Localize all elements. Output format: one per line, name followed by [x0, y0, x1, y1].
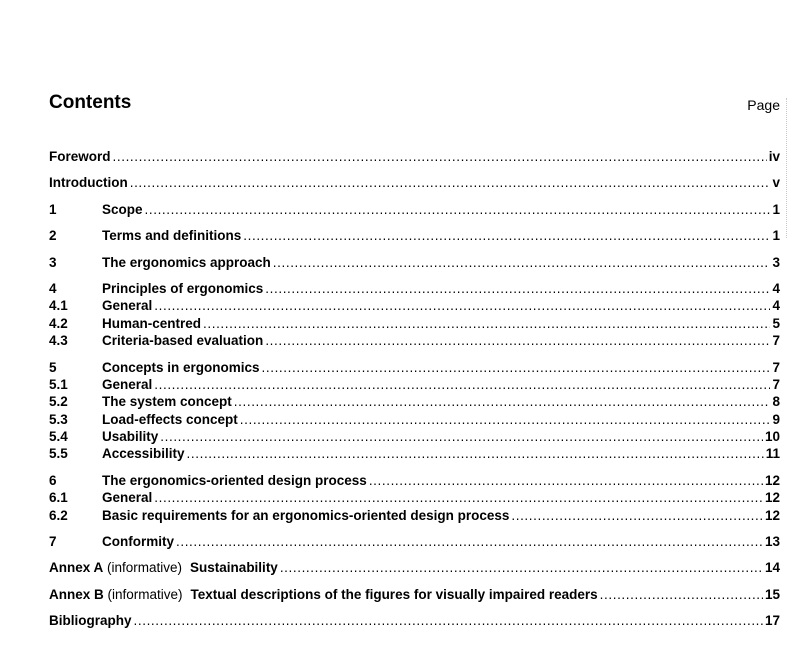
- toc-entry[interactable]: [49, 428, 780, 445]
- dot-leader: [240, 411, 771, 428]
- table-of-contents: [49, 148, 780, 630]
- page-number: 12: [764, 507, 780, 523]
- section-title[interactable]: Basic requirements for an ergonomics-oriented design process: [102, 507, 510, 523]
- toc-entry[interactable]: [49, 507, 780, 524]
- section-title[interactable]: Foreword: [49, 148, 111, 164]
- section-title[interactable]: Accessibility: [102, 446, 185, 462]
- section-number: 6.2: [49, 507, 68, 523]
- section-title[interactable]: The system concept: [102, 394, 232, 410]
- dot-leader: [280, 559, 763, 576]
- page-number: 7: [772, 333, 780, 349]
- annex-title[interactable]: Sustainability: [190, 560, 278, 576]
- dot-leader: [176, 533, 763, 550]
- dot-leader: [234, 393, 771, 410]
- page-title: Contents: [49, 92, 132, 113]
- section-title[interactable]: Scope: [102, 201, 143, 217]
- section-title[interactable]: General: [102, 298, 153, 314]
- page-number: 4: [772, 280, 780, 296]
- annex-note: (informative): [107, 560, 183, 576]
- dot-leader: [369, 472, 763, 489]
- page-number: 7: [772, 359, 780, 375]
- toc-entry[interactable]: [49, 315, 780, 332]
- dot-leader: [265, 280, 770, 297]
- page-number: v: [772, 175, 780, 191]
- section-title[interactable]: Load-effects concept: [102, 411, 238, 427]
- dot-leader: [145, 201, 771, 218]
- section-title[interactable]: Conformity: [102, 534, 174, 550]
- toc-entry[interactable]: [49, 174, 780, 191]
- bibliography-title[interactable]: Bibliography: [49, 613, 132, 629]
- dot-leader: [262, 359, 771, 376]
- page-number: 14: [764, 560, 780, 576]
- section-number: 5.4: [49, 429, 68, 445]
- page-number: 5: [772, 315, 780, 331]
- section-title[interactable]: Concepts in ergonomics: [102, 359, 260, 375]
- dot-leader: [134, 612, 763, 629]
- section-number: 4.3: [49, 333, 68, 349]
- annex-entry[interactable]: [49, 586, 780, 603]
- toc-entry[interactable]: [49, 445, 780, 462]
- annex-note: (informative): [107, 586, 183, 602]
- section-number: 6: [49, 472, 57, 488]
- section-number: 6.1: [49, 490, 68, 506]
- page-number: 9: [772, 411, 780, 427]
- dot-leader: [160, 428, 763, 445]
- section-number: 5.1: [49, 376, 68, 392]
- toc-entry[interactable]: [49, 227, 780, 244]
- dot-leader: [154, 297, 770, 314]
- page-number: 8: [772, 394, 780, 410]
- dot-leader: [130, 174, 771, 191]
- section-title[interactable]: General: [102, 376, 153, 392]
- dot-leader: [265, 332, 770, 349]
- section-title[interactable]: Introduction: [49, 175, 128, 191]
- dot-leader: [511, 507, 763, 524]
- section-title[interactable]: Principles of ergonomics: [102, 280, 264, 296]
- toc-entry[interactable]: [49, 359, 780, 376]
- dot-leader: [154, 376, 770, 393]
- section-number: 5.3: [49, 411, 68, 427]
- dot-leader: [243, 227, 770, 244]
- dot-leader: [154, 489, 763, 506]
- toc-entry[interactable]: [49, 201, 780, 218]
- toc-entry[interactable]: [49, 472, 780, 489]
- toc-entry[interactable]: [49, 297, 780, 314]
- page-number: 7: [772, 376, 780, 392]
- section-number: 5: [49, 359, 57, 375]
- page-number: 10: [764, 429, 780, 445]
- section-title[interactable]: The ergonomics approach: [102, 254, 271, 270]
- section-number: 4.1: [49, 298, 68, 314]
- annex-entry[interactable]: [49, 559, 780, 576]
- contents-header: [49, 92, 780, 118]
- dot-leader: [203, 315, 770, 332]
- page-number: 17: [764, 613, 780, 629]
- section-title[interactable]: Terms and definitions: [102, 228, 242, 244]
- section-number: 7: [49, 534, 57, 550]
- section-title[interactable]: Usability: [102, 429, 159, 445]
- toc-entry[interactable]: [49, 280, 780, 297]
- annex-label[interactable]: Annex A: [49, 560, 104, 576]
- page-number: iv: [768, 148, 780, 164]
- toc-entry[interactable]: [49, 148, 780, 165]
- page-column-label: Page: [747, 97, 780, 113]
- section-title[interactable]: Human-centred: [102, 315, 202, 331]
- dot-leader: [273, 254, 771, 271]
- dot-leader: [187, 445, 764, 462]
- page-number: 15: [764, 586, 780, 602]
- page-number: 13: [764, 534, 780, 550]
- section-number: 4: [49, 280, 57, 296]
- toc-entry[interactable]: [49, 254, 780, 271]
- section-title[interactable]: Criteria-based evaluation: [102, 333, 264, 349]
- toc-entry[interactable]: [49, 393, 780, 410]
- section-title[interactable]: General: [102, 490, 153, 506]
- margin-rule: [786, 98, 787, 238]
- page-number: 1: [772, 201, 780, 217]
- section-number: 5.2: [49, 394, 68, 410]
- section-number: 4.2: [49, 315, 68, 331]
- page-number: 11: [765, 446, 780, 462]
- page-number: 3: [772, 254, 780, 270]
- page-number: 1: [772, 228, 780, 244]
- section-number: 3: [49, 254, 57, 270]
- page-number: 12: [764, 472, 780, 488]
- bibliography-entry[interactable]: [49, 612, 780, 629]
- toc-entry[interactable]: [49, 411, 780, 428]
- toc-entry[interactable]: [49, 533, 780, 550]
- toc-entry[interactable]: [49, 376, 780, 393]
- section-title[interactable]: The ergonomics-oriented design process: [102, 472, 367, 488]
- page-number: 12: [764, 490, 780, 506]
- section-number: 5.5: [49, 446, 68, 462]
- page-number: 4: [772, 298, 780, 314]
- section-number: 1: [49, 201, 57, 217]
- dot-leader: [600, 586, 763, 603]
- toc-entry[interactable]: [49, 489, 780, 506]
- toc-entry[interactable]: [49, 332, 780, 349]
- annex-title[interactable]: Textual descriptions of the figures for visually impaired readers: [190, 586, 598, 602]
- annex-label[interactable]: Annex B: [49, 586, 104, 602]
- dot-leader: [113, 148, 767, 165]
- section-number: 2: [49, 228, 57, 244]
